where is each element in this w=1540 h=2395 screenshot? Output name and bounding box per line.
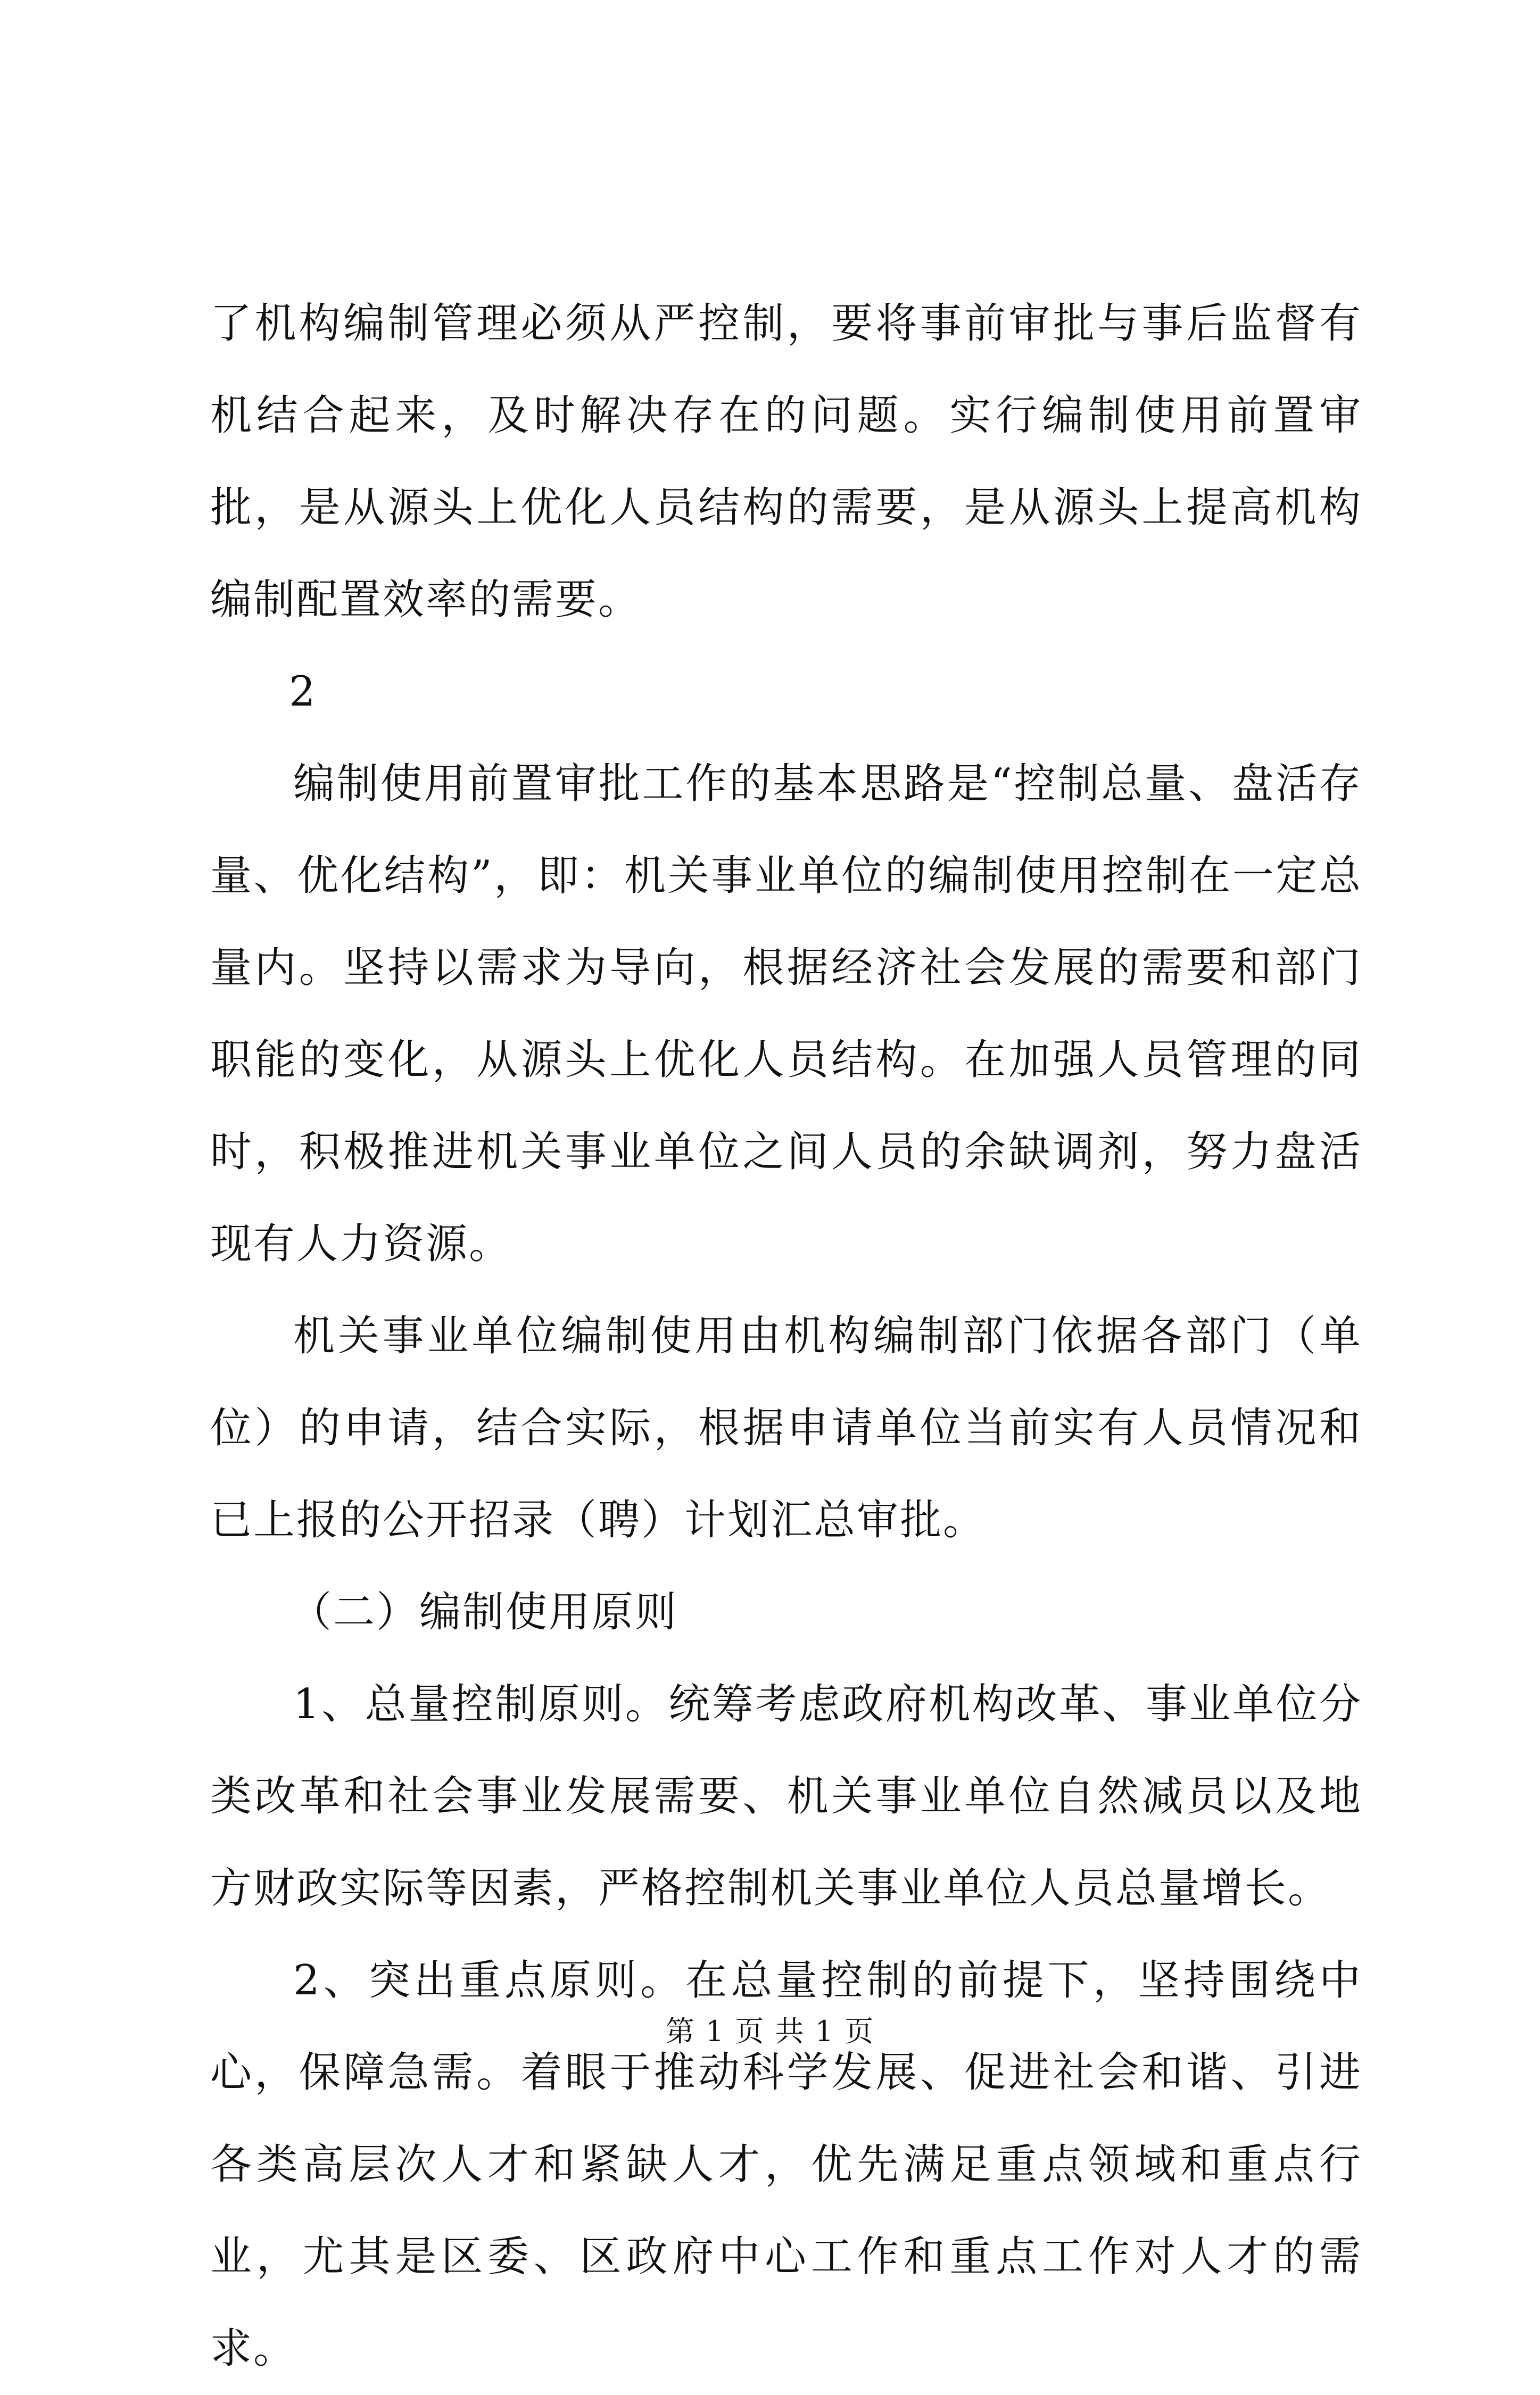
paragraph-basic-approach: 编制使用前置审批工作的基本思路是“控制总量、盘活存量、优化结构”，即：机关事业单位的编制使用控制在一定总量内。坚持以需求为导向，根据经济社会发展的需要和部门职能的变化，从源头上优化人员结构。在加强人员管理的同时，积极推进机关事业单位之间人员的余缺调剂，努力盘活现有人力资源。 bbox=[210, 760, 1362, 1268]
page-footer: 第 1 页 共 1 页 bbox=[665, 2015, 875, 2048]
paragraph-approval-process: 机关事业单位编制使用由机构编制部门依据各部门（单位）的申请，结合实际，根据申请单位当前实有人员情况和已上报的公开招录（聘）计划汇总审批。 bbox=[210, 1312, 1362, 1544]
section-heading: （二）编制使用原则 bbox=[290, 1588, 678, 1636]
section-number: 2 bbox=[289, 668, 317, 716]
paragraph-principle-1: 1、总量控制原则。统筹考虑政府机构改革、事业单位分类改革和社会事业发展需要、机关事业单位自然减员以及地方财政实际等因素，严格控制机关事业单位人员总量增长。 bbox=[210, 1680, 1362, 1912]
paragraph-continuation: 了机构编制管理必须从严控制，要将事前审批与事后监督有机结合起来，及时解决存在的问题。实行编制使用前置审批，是从源头上优化人员结构的需要，是从源头上提高机构编制配置效率的需要。 bbox=[210, 300, 1362, 624]
document-body bbox=[210, 278, 1362, 2395]
paragraph-principle-2: 2、突出重点原则。在总量控制的前提下，坚持围绕中心，保障急需。着眼于推动科学发展、促进社会和谐、引进各类高层次人才和紧缺人才，优先满足重点领域和重点行业，尤其是区委、区政府中心工作和重点工作对人才的需求。 bbox=[210, 1957, 1362, 2373]
